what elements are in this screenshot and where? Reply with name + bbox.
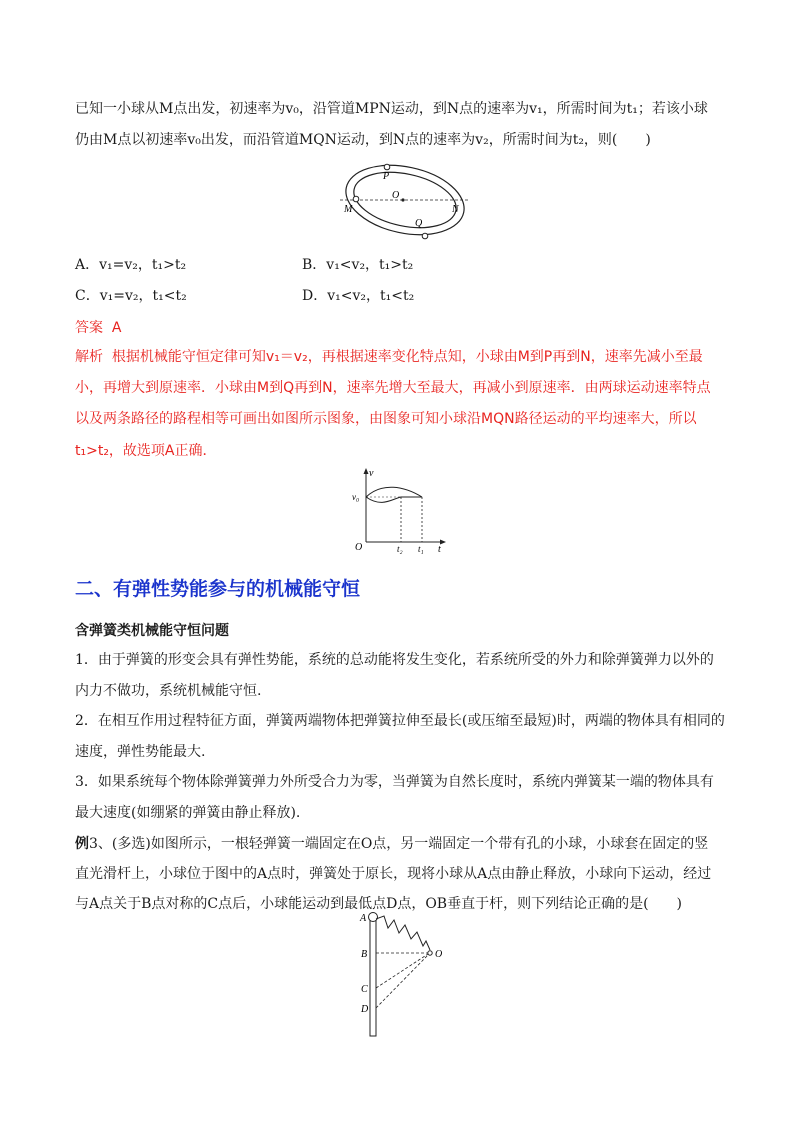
label-q: Q [415, 218, 423, 229]
problem-line-2: 仍由M点以初速率v₀出发，而沿管道MQN运动，到N点的速率为v₂，所需时间为t₂，则( ) [75, 132, 651, 148]
ellipse-pipe-figure [335, 155, 475, 245]
problem-line-1: 已知一小球从M点出发，初速率为v₀，沿管道MPN运动，到N点的速率为v₁，所需时间为t₁；若该小球 [75, 101, 708, 117]
example-line-1 [75, 829, 727, 859]
spring-label-a: A [360, 913, 367, 924]
graph-v-axis-label: v [369, 468, 374, 479]
spring-label-d: D [361, 1004, 369, 1015]
option-d: D．v₁<v₂，t₁<t₂ [302, 288, 415, 304]
spring-label-o: O [435, 949, 443, 960]
label-m: M [344, 204, 353, 215]
spring-rod-figure [350, 908, 460, 1038]
spring-label-b: B [361, 949, 368, 960]
label-o: O [392, 190, 400, 201]
analysis-line-3: 以及两条路径的路程相等可画出如图所示图象，由图象可知小球沿MQN路径运动的平均速率大，所以 [75, 411, 697, 427]
velocity-time-graph [342, 466, 452, 554]
graph-t1-label: t₁ [418, 544, 424, 554]
analysis-label: 解析 [75, 349, 103, 365]
analysis-line-1 [75, 342, 727, 372]
example-text-1: 3、(多选)如图所示，一根轻弹簧一端固定在O点，另一端固定一个带有孔的小球，小球套在固定的竖 [89, 836, 709, 852]
example-label: 例 [75, 836, 89, 852]
point-1-line-2: 内力不做功，系统机械能守恒. [75, 683, 262, 699]
example-line-2: 直光滑杆上，小球位于图中的A点时，弹簧处于原长，现将小球从A点由静止释放，小球向下运动，经过 [75, 866, 712, 882]
option-a: A．v₁=v₂，t₁>t₂ [75, 257, 187, 273]
graph-v0-label: v₀ [352, 492, 360, 502]
label-n: N [452, 204, 459, 215]
point-1-line-1: 1．由于弹簧的形变会具有弹性势能，系统的总动能将发生变化，若系统所受的外力和除弹簧弹力以外的 [75, 652, 714, 668]
analysis-line-4: t₁>t₂，故选项A正确． [75, 443, 217, 459]
answer-label: 答案 [75, 320, 103, 336]
point-2-line-1: 2．在相互作用过程特征方面，弹簧两端物体把弹簧拉伸至最长(或压缩至最短)时，两端的物体具有相同的 [75, 713, 725, 729]
graph-t-axis-label: t [438, 544, 441, 554]
label-p: P [383, 171, 390, 182]
analysis-line-2: 小，再增大到原速率．小球由M到Q再到N，速率先增大至最大，再减小到原速率．由两球运动速率特点 [75, 380, 711, 396]
point-3-line-2: 最大速度(如绷紧的弹簧由静止释放). [75, 805, 301, 821]
graph-origin-label: O [355, 542, 363, 553]
section-title: 二、有弹性势能参与的机械能守恒 [75, 578, 361, 600]
option-b: B．v₁<v₂，t₁>t₂ [302, 257, 414, 273]
spring-label-c: C [361, 984, 368, 995]
analysis-text-1: 根据机械能守恒定律可知v₁＝v₂，再根据速率变化特点知，小球由M到P再到N，速率先减小至最 [111, 349, 703, 365]
point-2-line-2: 速度，弹性势能最大. [75, 744, 206, 760]
example-line-3: 与A点关于B点对称的C点后，小球能运动到最低点D点，OB垂直于杆，则下列结论正确的是( ) [75, 896, 683, 912]
answer-value: A [111, 320, 122, 336]
answer-line [75, 318, 121, 338]
point-3-line-1: 3．如果系统每个物体除弹簧弹力外所受合力为零，当弹簧为自然长度时，系统内弹簧某一端的物体具有 [75, 774, 714, 790]
option-c: C．v₁=v₂，t₁<t₂ [75, 288, 187, 304]
section-subtitle: 含弹簧类机械能守恒问题 [75, 623, 229, 639]
graph-t2-label: t₂ [397, 544, 403, 554]
